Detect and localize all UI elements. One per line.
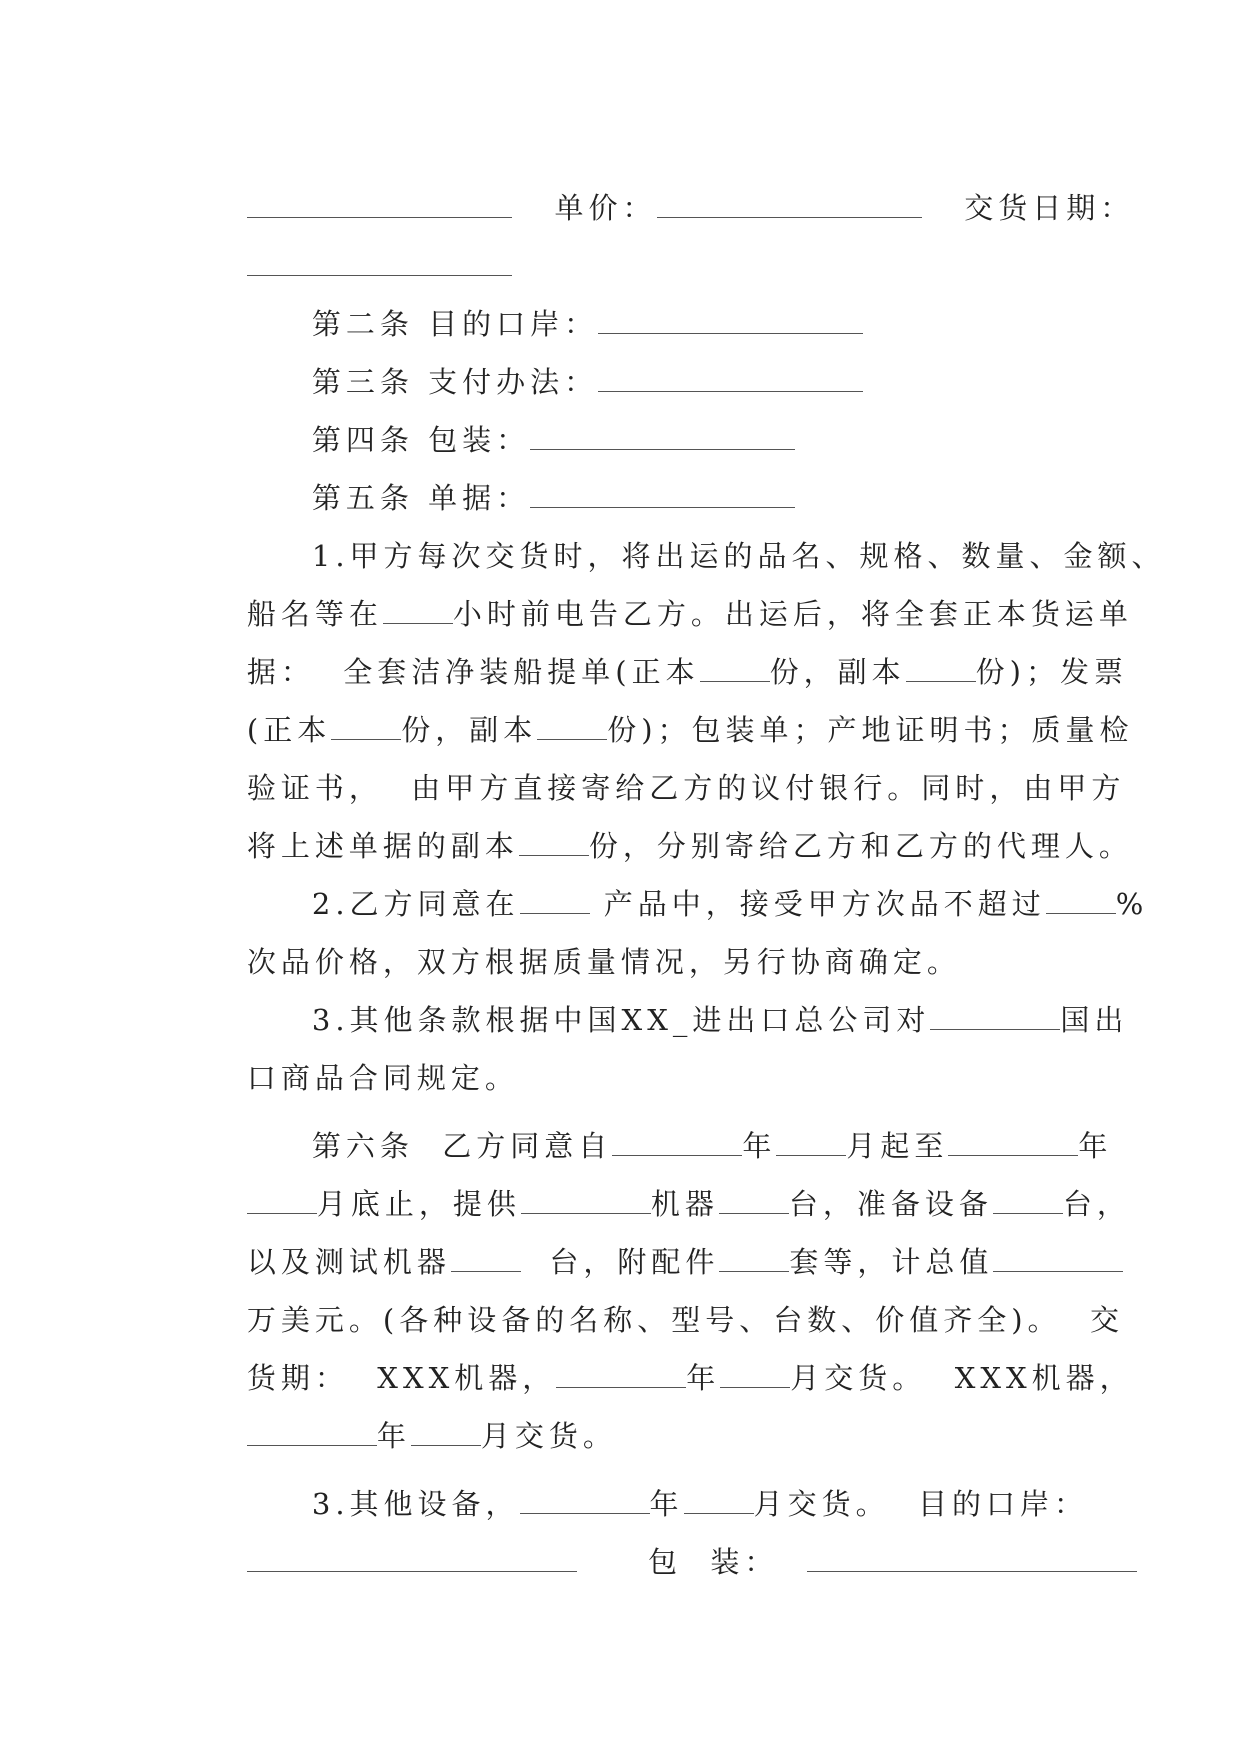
text-fragment: 第六条 乙方同意自 [311,1129,613,1163]
text-fragment: 年 [649,1487,684,1521]
text-fragment: 3.其他设备， [311,1487,520,1521]
text-fragment: 年 [1078,1129,1113,1163]
text-fragment: (正本 [246,713,332,747]
text-fragment: 份)；发票 [975,655,1128,689]
text-fragment: 份，副本 [769,655,906,689]
text-fragment: 月交货。 目的口岸： [753,1487,1088,1521]
text-fragment: 口商品合同规定。 [246,1061,519,1095]
clause-1-text-a: 1.甲方每次交货时，将出运的品名、规格、数量、金额、 [311,539,1166,573]
packing-blank-2 [807,1551,1137,1572]
text-fragment: 台，附配件 [520,1245,720,1279]
delivery-month-blank [720,1367,790,1388]
text-fragment: 份，副本 [401,713,538,747]
text-fragment: 3.其他条款根据中国XX_进出口总公司对 [311,1003,931,1037]
text-fragment: 验证书， 由甲方直接寄给乙方的议付银行。同时，由甲方 [246,771,1126,805]
text-fragment: 国出 [1060,1003,1129,1037]
text-fragment: 以及测试机器 [246,1245,451,1279]
text-fragment: 次品价格，双方根据质量情况，另行协商确定。 [246,945,961,979]
text-fragment: 年 [686,1361,721,1395]
delivery-month-blank-2 [411,1425,481,1446]
text-fragment: 产品中，接受甲方次品不超过 [589,887,1046,921]
text-fragment: 月交货。 [480,1419,617,1453]
text-fragment: 份，分别寄给乙方和乙方的代理人。 [588,829,1133,863]
article-3-label: 第三条 支付办法： [311,365,599,399]
text-fragment: 货期： XXX机器， [246,1361,557,1395]
text-fragment: 月底止，提供 [316,1187,521,1221]
port-blank-2 [247,1551,577,1572]
article-2-label: 第二条 目的口岸： [311,307,599,341]
text-fragment: 万美元。(各种设备的名称、型号、台数、价值齐全)。 交 [246,1303,1124,1337]
text-fragment: 套等，计总值 [789,1245,994,1279]
unit-price-label: 单价： [554,191,657,225]
packing-line [190,1502,1137,1622]
text-fragment: 船名等在 [246,597,383,631]
text-fragment: 机器 [650,1187,719,1221]
text-fragment: 台， [1062,1187,1131,1221]
text-fragment: 月交货。 XXX机器， [790,1361,1134,1395]
text-fragment: 年 [376,1419,411,1453]
delivery-year-blank-2 [247,1425,377,1446]
text-fragment: 据： 全套洁净装船提单(正本 [246,655,700,689]
text-fragment: 月起至 [846,1129,949,1163]
text-fragment: 台，准备设备 [788,1187,993,1221]
article-4-label: 第四条 包装： [311,423,531,457]
article-5-label: 第五条 单据： [311,481,531,515]
text-fragment: 年 [742,1129,777,1163]
packing-label: 包 装： [647,1545,779,1579]
unit-price-blank [657,197,922,218]
text-fragment: 份)；包装单；产地证明书；质量检 [607,713,1134,747]
delivery-date-label: 交货日期： [964,191,1135,225]
text-fragment: % [1115,887,1149,921]
defect-rate-blank [1046,893,1116,914]
text-fragment: 小时前电告乙方。出运后，将全套正本货运单 [452,597,1133,631]
country-blank [930,1009,1060,1030]
text-fragment: 2.乙方同意在 [311,887,520,921]
text-fragment: 将上述单据的副本 [246,829,519,863]
